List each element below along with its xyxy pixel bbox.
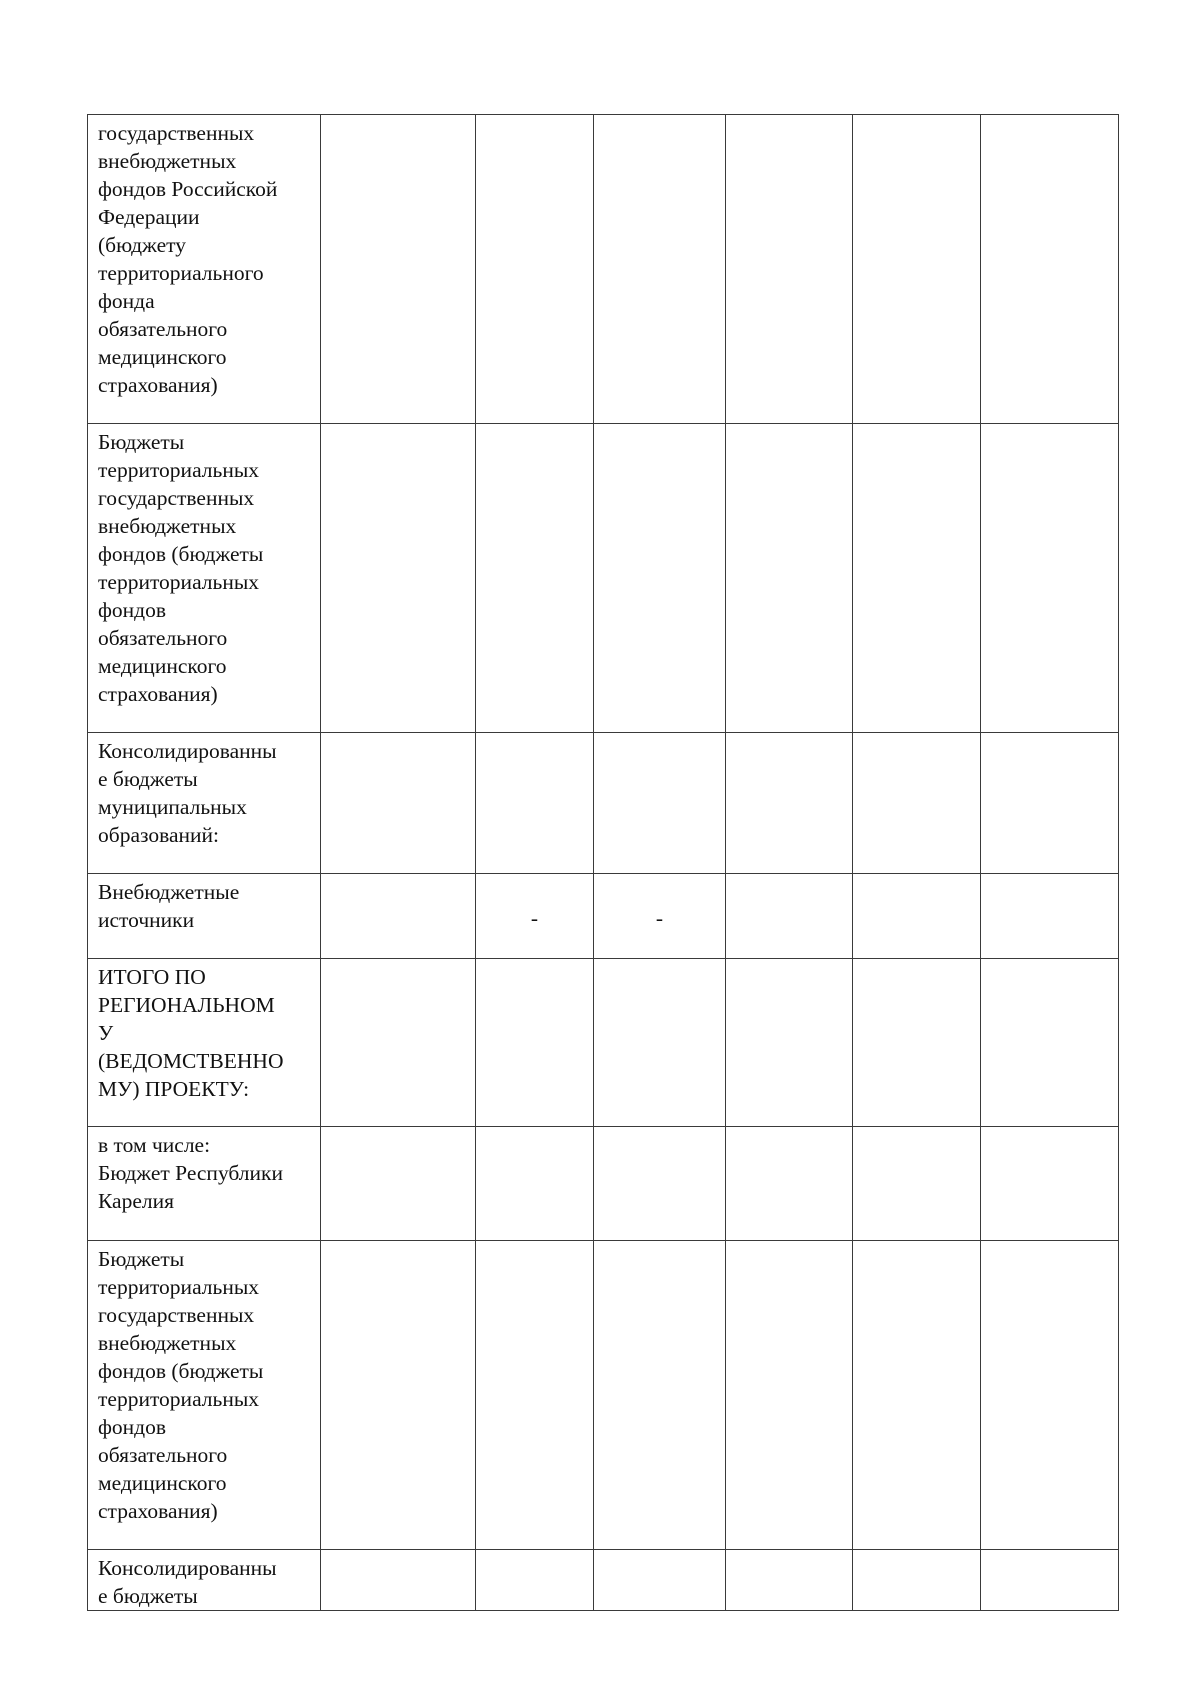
row-label-cell: ИТОГО ПО РЕГИОНАЛЬНОМ У (ВЕДОМСТВЕННО МУ) ПРОЕКТУ: (88, 959, 321, 1127)
value-cell (476, 874, 594, 959)
value-cell (726, 1550, 853, 1611)
value-cell (476, 959, 594, 1127)
value-cell (981, 959, 1119, 1127)
value-cell (321, 115, 476, 424)
value-cell (726, 959, 853, 1127)
value-cell (853, 1127, 981, 1241)
value-cell (981, 874, 1119, 959)
value-cell (981, 115, 1119, 424)
value-cell (476, 1241, 594, 1550)
value-cell (321, 424, 476, 733)
table-row (88, 1241, 1119, 1550)
value-cell (981, 733, 1119, 874)
value-cell (476, 733, 594, 874)
value-cell (321, 1241, 476, 1550)
value-cell (726, 424, 853, 733)
value-cell (853, 874, 981, 959)
row-label-cell: Внебюджетные источники (88, 874, 321, 959)
table-row (88, 424, 1119, 733)
value-cell (321, 1127, 476, 1241)
value-cell (321, 733, 476, 874)
value-cell (321, 959, 476, 1127)
row-label-cell: Бюджеты территориальных государственных внебюджетных фондов (бюджеты территориальных фондов обязательного медицинского страхования) (88, 424, 321, 733)
value-cell (476, 424, 594, 733)
value-cell (594, 874, 726, 959)
value-cell (594, 424, 726, 733)
value-cell (594, 115, 726, 424)
table-row (88, 115, 1119, 424)
value-cell (981, 1241, 1119, 1550)
value-cell (476, 1127, 594, 1241)
value-cell (476, 115, 594, 424)
row-label-cell: Консолидированны е бюджеты муниципальных образований: (88, 733, 321, 874)
value-cell (321, 874, 476, 959)
value-cell (726, 733, 853, 874)
table-row (88, 874, 1119, 959)
value-cell (726, 115, 853, 424)
value-cell (853, 424, 981, 733)
value-cell (594, 959, 726, 1127)
table-row (88, 959, 1119, 1127)
value-cell (726, 1127, 853, 1241)
value-cell (853, 115, 981, 424)
value-cell (981, 1550, 1119, 1611)
value-cell (594, 733, 726, 874)
row-label-cell: государственных внебюджетных фондов Российской Федерации (бюджету территориального фонда обязательного медицинского страхования) (88, 115, 321, 424)
value-cell (853, 1241, 981, 1550)
value-cell (726, 1241, 853, 1550)
value-cell (321, 1550, 476, 1611)
value-cell (981, 424, 1119, 733)
cell-value: - (530, 906, 539, 930)
value-cell (594, 1127, 726, 1241)
value-cell (726, 874, 853, 959)
cell-value: - (655, 906, 664, 930)
row-label-cell: Бюджеты территориальных государственных внебюджетных фондов (бюджеты территориальных фондов обязательного медицинского страхования) (88, 1241, 321, 1550)
value-cell (853, 1550, 981, 1611)
table-row (88, 1127, 1119, 1241)
value-cell (853, 733, 981, 874)
table-row (88, 733, 1119, 874)
table-row (88, 1550, 1119, 1611)
value-cell (981, 1127, 1119, 1241)
table-body (88, 115, 1119, 1611)
value-cell (594, 1241, 726, 1550)
row-label-cell: в том числе: Бюджет Республики Карелия (88, 1127, 321, 1241)
budget-table (87, 114, 1119, 1611)
value-cell (853, 959, 981, 1127)
value-cell (594, 1550, 726, 1611)
row-label-cell: Консолидированны е бюджеты (88, 1550, 321, 1611)
value-cell (476, 1550, 594, 1611)
